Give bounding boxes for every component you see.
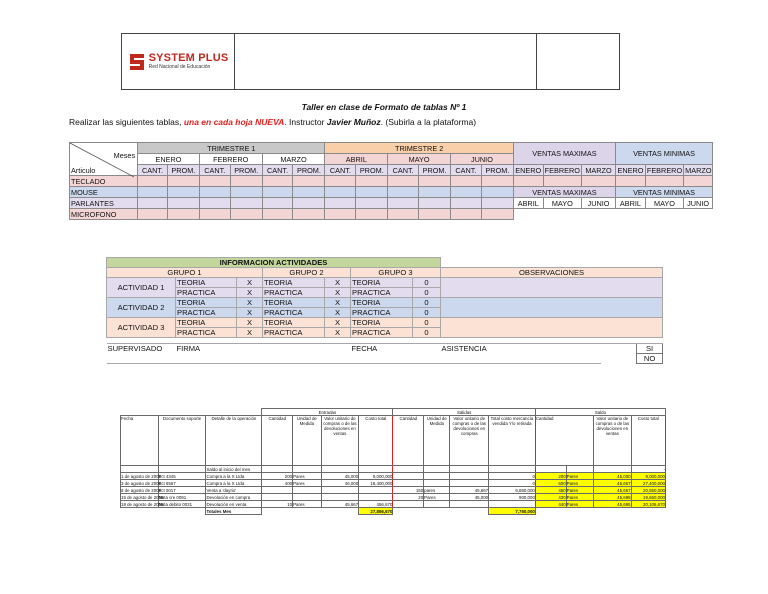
- cant-header: CANT.: [262, 165, 293, 176]
- kardex-cell: 18,400,000: [359, 480, 393, 487]
- kardex-cell: 400: [262, 480, 293, 487]
- kardex-cell: Pares: [566, 494, 593, 501]
- salidas-header: Salidas: [393, 409, 535, 416]
- kardex-cell: [424, 501, 450, 508]
- kardex-cell: Pares: [566, 480, 593, 487]
- cant-header: CANT.: [388, 165, 419, 176]
- kardex-cell: Compra a la X Ltda: [206, 480, 262, 487]
- meses-label: Meses: [113, 151, 136, 160]
- x-cell: X: [237, 328, 263, 338]
- instructor-name: Javier Muñoz: [326, 117, 381, 127]
- prom-header: PROM.: [356, 165, 388, 176]
- saldo-header: Saldo: [535, 409, 665, 416]
- x-cell: X: [325, 278, 351, 288]
- teoria-cell: TEORIA: [263, 278, 325, 288]
- kardex-cell: Fct 0017: [158, 487, 206, 494]
- teoria-cell: TEORIA: [351, 318, 413, 328]
- kardex-cell: 0: [489, 473, 536, 480]
- kardex-cell: 45,695: [594, 501, 632, 508]
- kardex-cell: [566, 466, 593, 473]
- page-title: Taller en clase de Formato de tablas Nº 1: [301, 102, 467, 112]
- teoria-cell: TEORIA: [263, 318, 325, 328]
- col-header: Costo total: [631, 416, 665, 466]
- cant-header: CANT.: [138, 165, 168, 176]
- kardex-cell: [262, 494, 293, 501]
- kardex-cell: [393, 466, 424, 473]
- practica-cell: PRACTICA: [176, 288, 237, 298]
- kardex-cell: Fct 6567: [158, 480, 206, 487]
- header-middle-cell: [235, 34, 537, 89]
- prom-header: PROM.: [230, 165, 262, 176]
- kardex-row: [121, 501, 666, 508]
- kardex-cell: [393, 473, 424, 480]
- kardex-cell: Pares: [566, 473, 593, 480]
- zero-cell: 0: [413, 278, 441, 288]
- practica-cell: PRACTICA: [351, 288, 413, 298]
- cant-header: CANT.: [451, 165, 482, 176]
- total-salidas: 7,750,000: [489, 508, 536, 515]
- totales-label: Totales Mes: [206, 508, 262, 515]
- kardex-cell: Devolución en compra: [206, 494, 262, 501]
- kardex-cell: -: [631, 466, 665, 473]
- kardex-cell: 6,850,000: [489, 487, 536, 494]
- col-header: Fecha: [121, 416, 159, 466]
- kardex-cell: [293, 487, 321, 494]
- kardex-cell: 440: [535, 501, 566, 508]
- kardex-cell: 19,650,000: [631, 494, 665, 501]
- kardex-cell: 9,000,000: [631, 473, 665, 480]
- kardex-cell: [262, 487, 293, 494]
- col-header: Unidad de Medida: [293, 416, 321, 466]
- si-checkbox[interactable]: SI: [637, 344, 663, 354]
- month-header: JUNIO: [451, 154, 514, 165]
- article-label: MOUSE: [70, 187, 138, 198]
- min-month-2: ABRIL: [616, 198, 646, 209]
- teoria-cell: TEORIA: [176, 298, 237, 308]
- kardex-cell: Devolución en venta: [206, 501, 262, 508]
- kardex-cell: [359, 487, 393, 494]
- activities-table: [106, 257, 663, 364]
- max-month: ENERO: [515, 165, 542, 175]
- instruction-part1: Realizar las siguientes tablas,: [69, 117, 184, 127]
- col-header: Valor unitario de compras o de las devoluciones en ventas: [594, 416, 632, 466]
- logo-cell: [122, 34, 235, 89]
- kardex-cell: 45,698: [594, 494, 632, 501]
- teoria-cell: TEORIA: [351, 278, 413, 288]
- zero-cell: 0: [413, 318, 441, 328]
- kardex-cell: Pares: [293, 473, 321, 480]
- kardex-cell: 430: [535, 494, 566, 501]
- kardex-cell: [535, 466, 566, 473]
- kardex-cell: [489, 501, 536, 508]
- practica-cell: PRACTICA: [263, 308, 325, 318]
- teoria-cell: TEORIA: [176, 278, 237, 288]
- max-month-2: ABRIL: [513, 198, 543, 209]
- supervisado-label: SUPERVISADO: [107, 344, 163, 354]
- kardex-cell: Pares: [566, 501, 593, 508]
- asistencia-label: ASISTENCIA: [441, 344, 487, 354]
- kardex-cell: 200: [262, 473, 293, 480]
- logo-sub-text: Red Nacional de Educación: [148, 64, 211, 70]
- kardex-cell: 15 de agosto de 2008: [121, 494, 164, 500]
- kardex-cell: [450, 501, 489, 508]
- kardex-cell: [393, 501, 424, 508]
- kardex-row: [121, 473, 666, 480]
- instruction-part3: . Instructor: [284, 117, 327, 127]
- activity-label: ACTIVIDAD 2: [107, 298, 176, 318]
- kardex-cell: 45,667: [321, 501, 359, 508]
- kardex-row: [121, 480, 666, 487]
- kardex-cell: 10: [262, 501, 293, 508]
- kardex-cell: [424, 480, 450, 487]
- kardex-cell: [321, 466, 359, 473]
- kardex-cell: [489, 466, 536, 473]
- kardex-cell: 45,667: [450, 487, 489, 494]
- kardex-cell: Pares: [424, 494, 450, 501]
- x-cell: X: [237, 278, 263, 288]
- entradas-header: Entradas: [262, 409, 393, 416]
- min-month: MARZO: [685, 165, 712, 175]
- kardex-cell: 20,550,000: [631, 487, 665, 494]
- max-month-2: JUNIO: [581, 198, 615, 209]
- logo-mark-icon: [128, 52, 146, 72]
- instruction-part5: . (Subirla a la plataforma): [380, 117, 477, 127]
- min-month: FEBRERO: [646, 165, 683, 175]
- kardex-cell: Pares: [293, 501, 321, 508]
- x-cell: X: [325, 288, 351, 298]
- kardex-cell: Pares: [293, 480, 321, 487]
- x-cell: X: [237, 318, 263, 328]
- max-month: FEBRERO: [544, 165, 580, 175]
- observaciones-cell: [441, 298, 663, 318]
- kardex-cell: [359, 494, 393, 501]
- teoria-cell: TEORIA: [351, 298, 413, 308]
- ventas-minimas-header-2: VENTAS MINIMAS: [616, 187, 713, 198]
- activities-title: INFORMACION ACTIVIDADES: [107, 258, 441, 268]
- kardex-cell: Nota debito 0031: [158, 501, 206, 508]
- month-header: MARZO: [262, 154, 325, 165]
- kardex-cell: 45,000: [594, 473, 632, 480]
- zero-cell: 0: [413, 288, 441, 298]
- ventas-minimas-header: VENTAS MINIMAS: [616, 143, 713, 165]
- kardex-body: [121, 466, 666, 508]
- system-plus-logo: [128, 52, 229, 72]
- group2-header: GRUPO 2: [263, 268, 351, 278]
- col-header: Cantidad: [393, 416, 424, 466]
- min-month: ENERO: [617, 165, 644, 175]
- kardex-cell: 200: [535, 473, 566, 480]
- kardex-cell: [293, 494, 321, 501]
- kardex-cell: 600: [535, 480, 566, 487]
- kardex-cell: [321, 487, 359, 494]
- kardex-cell: [321, 494, 359, 501]
- kardex-cell: [424, 466, 450, 473]
- x-cell: X: [237, 298, 263, 308]
- trimestre1-header: TRIMESTRE 1: [138, 143, 325, 154]
- observaciones-cell: [441, 278, 663, 298]
- min-month-2: JUNIO: [684, 198, 713, 209]
- meses-articulo-corner: [70, 143, 138, 176]
- kardex-cell: 45,000: [321, 473, 359, 480]
- kardex-cell: 20: [393, 494, 424, 501]
- cant-header: CANT.: [325, 165, 356, 176]
- month-header: ENERO: [138, 154, 200, 165]
- kardex-cell: 9,000,000: [359, 473, 393, 480]
- ventas-maximas-header-2: VENTAS MAXIMAS: [513, 187, 615, 198]
- kardex-cell: pares: [424, 487, 450, 494]
- teoria-cell: TEORIA: [176, 318, 237, 328]
- month-header: ABRIL: [325, 154, 388, 165]
- practica-cell: PRACTICA: [263, 288, 325, 298]
- kardex-cell: [450, 480, 489, 487]
- practica-cell: PRACTICA: [351, 328, 413, 338]
- kardex-cell: Compra a la X Ltda: [206, 473, 262, 480]
- max-month: MARZO: [581, 165, 615, 176]
- kardex-cell: [262, 466, 293, 473]
- header-box: [121, 33, 620, 90]
- practica-cell: PRACTICA: [176, 308, 237, 318]
- firma-label: FIRMA: [176, 344, 201, 354]
- kardex-cell: 45,000: [450, 494, 489, 501]
- instruction-text: [69, 117, 476, 127]
- logo-main-text: SYSTEM PLUS: [148, 52, 229, 64]
- kardex-cell: [450, 473, 489, 480]
- activity-label: ACTIVIDAD 1: [107, 278, 176, 298]
- kardex-cell: [121, 466, 159, 473]
- prom-header: PROM.: [419, 165, 451, 176]
- instruction-emphasis: una en cada hoja NUEVA: [183, 117, 285, 127]
- month-header: FEBRERO: [199, 154, 262, 165]
- kardex-cell: 3 de agosto de 2008: [121, 480, 162, 486]
- kardex-cell: 45,667: [594, 480, 632, 487]
- prom-header: PROM.: [481, 165, 513, 176]
- kardex-cell: 20,106,670: [631, 501, 665, 508]
- x-cell: X: [237, 288, 263, 298]
- col-header: Cantidad: [262, 416, 293, 466]
- x-cell: X: [325, 298, 351, 308]
- max-month-2: MAYO: [543, 198, 581, 209]
- min-month-2: MAYO: [645, 198, 683, 209]
- practica-cell: PRACTICA: [263, 328, 325, 338]
- trimestre2-header: TRIMESTRE 2: [325, 143, 513, 154]
- x-cell: X: [325, 308, 351, 318]
- article-label: TECLADO: [70, 176, 138, 187]
- group3-header: GRUPO 3: [351, 268, 441, 278]
- kardex-cell: [594, 466, 632, 473]
- observaciones-header: OBSERVACIONES: [441, 268, 663, 278]
- teoria-cell: TEORIA: [263, 298, 325, 308]
- group1-header: GRUPO 1: [107, 268, 263, 278]
- practica-cell: PRACTICA: [176, 328, 237, 338]
- col-header: Cantidad: [535, 416, 593, 466]
- practica-cell: PRACTICA: [351, 308, 413, 318]
- kardex-cell: 8 de agosto de 2008: [121, 487, 162, 493]
- total-entradas: 27,856,670: [359, 508, 393, 515]
- article-label: PARLANTES: [70, 198, 138, 209]
- kardex-cell: 900,000: [489, 494, 536, 501]
- col-header: Costo total: [359, 416, 393, 466]
- zero-cell: 0: [413, 298, 441, 308]
- kardex-row: [121, 487, 666, 494]
- kardex-cell: Saldo al inicio del mes: [206, 466, 262, 473]
- kardex-cell: 1 de agosto de 2008: [121, 473, 162, 479]
- kardex-cell: [359, 466, 393, 473]
- observaciones-cell: [441, 318, 663, 338]
- kardex-cell: Venta a 'dayrio': [206, 487, 262, 494]
- kardex-cell: [158, 466, 206, 473]
- header-right-cell: [537, 34, 619, 89]
- ventas-maximas-header: VENTAS MAXIMAS: [513, 143, 615, 165]
- kardex-cell: Fct 4345: [158, 473, 206, 480]
- cant-header: CANT.: [199, 165, 230, 176]
- prom-header: PROM.: [167, 165, 199, 176]
- activity-label: ACTIVIDAD 3: [107, 318, 176, 338]
- x-cell: X: [237, 308, 263, 318]
- kardex-cell: 150: [393, 487, 424, 494]
- fecha-label: FECHA: [351, 344, 378, 354]
- kardex-cell: 45,667: [594, 487, 632, 494]
- col-header: Unidad de Medida: [424, 416, 450, 466]
- x-cell: X: [325, 328, 351, 338]
- col-header: Total costo mercancía vendida Y/o retirada: [489, 416, 536, 466]
- kardex-row: [121, 466, 666, 473]
- kardex-cell: Pares: [566, 487, 593, 494]
- prom-header: PROM.: [293, 165, 325, 176]
- kardex-cell: 450: [535, 487, 566, 494]
- col-header: Documento soporte: [158, 416, 206, 466]
- zero-cell: 0: [413, 328, 441, 338]
- zero-cell: 0: [413, 308, 441, 318]
- kardex-cell: [293, 466, 321, 473]
- no-checkbox[interactable]: NO: [637, 354, 663, 364]
- col-header: Detalle de la operación: [206, 416, 262, 466]
- x-cell: X: [325, 318, 351, 328]
- kardex-cell: [393, 480, 424, 487]
- kardex-cell: 18 de agosto de 2008: [121, 501, 164, 507]
- kardex-table: [120, 408, 666, 515]
- col-header: Valor unitario de compras o de las devoluciones en compras: [450, 416, 489, 466]
- month-header: MAYO: [388, 154, 451, 165]
- kardex-cell: [424, 473, 450, 480]
- article-label: MICROFONO: [70, 209, 138, 220]
- kardex-cell: Nota cre 0091: [158, 494, 206, 501]
- articulo-label: Articulo: [71, 166, 96, 175]
- kardex-cell: 456,670: [359, 501, 393, 508]
- sales-table: [69, 142, 713, 220]
- kardex-cell: 0: [489, 480, 536, 487]
- kardex-cell: 46,000: [321, 480, 359, 487]
- kardex-cell: [450, 466, 489, 473]
- kardex-cell: 27,400,000: [631, 480, 665, 487]
- kardex-row: [121, 494, 666, 501]
- col-header: Valor unitario de compras o de las devoluciones en ventas: [321, 416, 359, 466]
